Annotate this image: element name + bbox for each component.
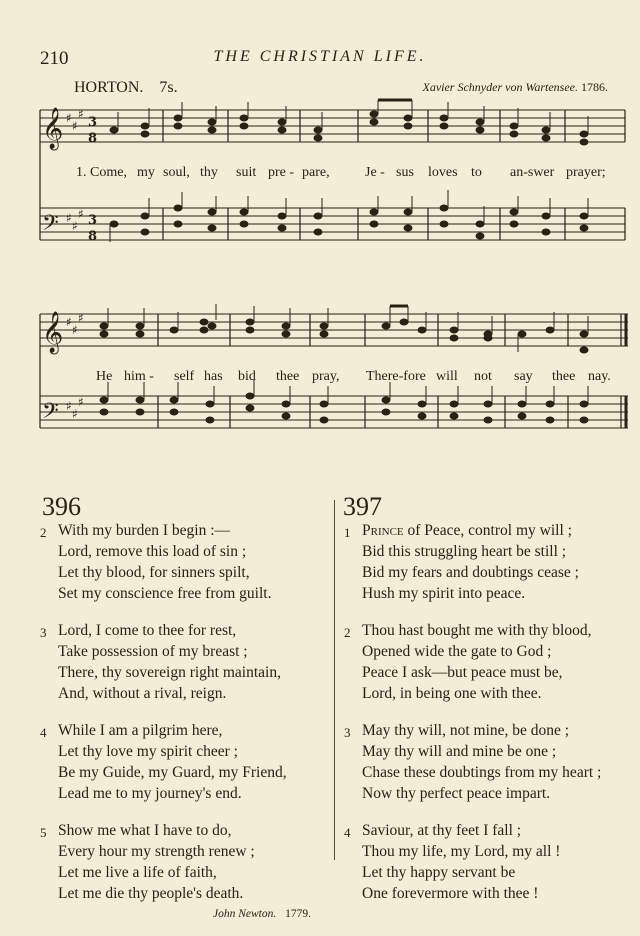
composer-credit: [422, 80, 608, 95]
svg-text:♯: ♯: [66, 399, 72, 413]
lyric-syllable: soul,: [163, 165, 190, 180]
author-year: 1779.: [285, 908, 311, 920]
svg-text:♯: ♯: [78, 207, 84, 221]
verse-line: Lord, in being one with thee.: [362, 685, 542, 702]
verse-number: 5: [40, 825, 47, 840]
lyric-syllable: my: [137, 165, 155, 180]
svg-text:♯: ♯: [66, 315, 72, 329]
verse-line: While I am a pilgrim here,: [58, 722, 223, 739]
lyric-syllable: nay.: [588, 369, 611, 384]
verse-line: Let me die thy people's death.: [58, 885, 244, 902]
tune-title: [74, 79, 178, 97]
verse-line: Let thy blood, for sinners spilt,: [58, 564, 250, 581]
first-word: Prince: [362, 522, 404, 539]
verse-number: 1: [344, 525, 351, 540]
hymn-397-text: [344, 520, 634, 904]
verse-number: 3: [344, 725, 351, 740]
verse: [344, 520, 634, 604]
svg-text:♯: ♯: [78, 107, 84, 121]
treble-staff: [40, 314, 628, 346]
verse-line: Bid this struggling heart be still ;: [362, 543, 567, 560]
verse: [344, 720, 634, 804]
bass-clef-icon: 𝄢: [42, 211, 59, 241]
lyric-syllable: not: [474, 369, 492, 384]
svg-text:♯: ♯: [66, 111, 72, 125]
lyric-syllable: self: [174, 369, 195, 384]
lyric-syllable: him -: [124, 369, 154, 384]
treble-staff: [40, 110, 625, 142]
verse-line: Let thy happy servant be: [362, 864, 516, 881]
verse-number: 4: [344, 825, 351, 840]
tune-meter: 7s.: [159, 79, 178, 96]
verse-number: 4: [40, 725, 47, 740]
verse-number: 2: [344, 625, 351, 640]
verse-line: One forevermore with thee !: [362, 885, 539, 902]
composer-name: Xavier Schnyder von Wartensee.: [422, 80, 578, 94]
verse-line-rest: of Peace, control my will ;: [403, 522, 572, 539]
hymn-number-396: 396: [42, 492, 81, 521]
verse-line: Opened wide the gate to God ;: [362, 643, 552, 660]
verse-line: Show me what I have to do,: [58, 822, 232, 839]
verse-line: Lead me to my journey's end.: [58, 785, 242, 802]
verse-line: May thy will, not mine, be done ;: [362, 722, 570, 739]
verse-line: Be my Guide, my Guard, my Friend,: [58, 764, 287, 781]
verse-line: With my burden I begin :—: [58, 522, 230, 539]
bass-clef-icon: 𝄢: [42, 399, 59, 429]
hymn-396-text: [40, 520, 330, 920]
verse-line: Now thy perfect peace impart.: [362, 785, 551, 802]
author-name: John Newton.: [213, 908, 277, 920]
lyric-syllable: pre -: [268, 165, 295, 180]
lyric-syllable: say: [514, 369, 533, 384]
svg-text:♯: ♯: [72, 407, 78, 421]
verse-line: Every hour my strength renew ;: [58, 843, 255, 860]
page-number: 210: [40, 48, 69, 69]
verse: [40, 620, 330, 704]
svg-text:♯: ♯: [78, 395, 84, 409]
svg-text:♯: ♯: [72, 323, 78, 337]
svg-text:8: 8: [88, 229, 98, 244]
running-head: THE CHRISTIAN LIFE.: [213, 48, 427, 65]
verse-line: Thou my life, my Lord, my all !: [362, 843, 561, 860]
lyric-syllable: thy: [200, 165, 218, 180]
svg-text:3: 3: [88, 213, 98, 228]
verse-line: Lord, I come to thee for rest,: [58, 622, 237, 639]
verse-line: There, thy sovereign right maintain,: [58, 664, 281, 681]
verse-number: 3: [40, 625, 47, 640]
lyric-syllable: loves: [428, 165, 458, 180]
lyric-syllable: Je -: [365, 165, 385, 180]
treble-clef-icon: 𝄞: [42, 312, 64, 353]
verse: [344, 820, 634, 904]
column-divider: [334, 500, 335, 860]
lyric-syllable: pare,: [302, 165, 330, 180]
verse-line: Hush my spirit into peace.: [362, 585, 526, 602]
verse: [344, 620, 634, 704]
lyric-syllable: There-fore: [366, 369, 426, 384]
lyric-syllable: 1. Come,: [76, 165, 127, 180]
svg-text:♯: ♯: [66, 211, 72, 225]
lyric-syllable: sus: [396, 165, 414, 180]
lyric-syllable: an-swer: [510, 165, 555, 180]
verse-line: And, without a rival, reign.: [58, 685, 227, 702]
svg-text:♯: ♯: [72, 219, 78, 233]
lyric-syllable: will: [436, 369, 458, 384]
verse-line: Let me live a life of faith,: [58, 864, 217, 881]
hymn-attribution: [58, 908, 330, 920]
bass-staff: [40, 208, 625, 240]
verse: [40, 520, 330, 604]
verse: [40, 820, 330, 904]
lyric-syllable: thee: [552, 369, 576, 384]
composer-year: 1786.: [581, 80, 608, 94]
treble-clef-icon: 𝄞: [42, 108, 64, 149]
lyric-syllable: prayer;: [566, 165, 606, 180]
verse-line: Let thy love my spirit cheer ;: [58, 743, 238, 760]
hymn-number-397: 397: [343, 492, 382, 521]
verse-line: [362, 520, 634, 541]
svg-text:8: 8: [88, 131, 98, 146]
verse: [40, 720, 330, 804]
lyric-syllable: thee: [276, 369, 300, 384]
verse-line: Saviour, at thy feet I fall ;: [362, 822, 522, 839]
verse-line: Chase these doubtings from my heart ;: [362, 764, 602, 781]
lyric-syllable: bid: [238, 369, 256, 384]
lyric-syllable: has: [204, 369, 223, 384]
verse-line: Bid my fears and doubtings cease ;: [362, 564, 579, 581]
verse-line: Thou hast bought me with thy blood,: [362, 622, 592, 639]
lyric-syllable: He: [96, 369, 113, 384]
svg-text:3: 3: [88, 115, 98, 130]
verse-line: Lord, remove this load of sin ;: [58, 543, 247, 560]
verse-line: Set my conscience free from guilt.: [58, 585, 272, 602]
bass-staff: [40, 396, 628, 428]
lyric-syllable: pray,: [312, 369, 340, 384]
verse-line: Peace I ask—but peace must be,: [362, 664, 563, 681]
svg-text:♯: ♯: [72, 119, 78, 133]
tune-name: HORTON.: [74, 79, 144, 96]
verse-line: May thy will and mine be one ;: [362, 743, 557, 760]
svg-text:♯: ♯: [78, 311, 84, 325]
lyric-syllable: suit: [236, 165, 257, 180]
lyric-syllable: to: [471, 165, 482, 180]
verse-number: 2: [40, 525, 47, 540]
verse-line: Take possession of my breast ;: [58, 643, 248, 660]
